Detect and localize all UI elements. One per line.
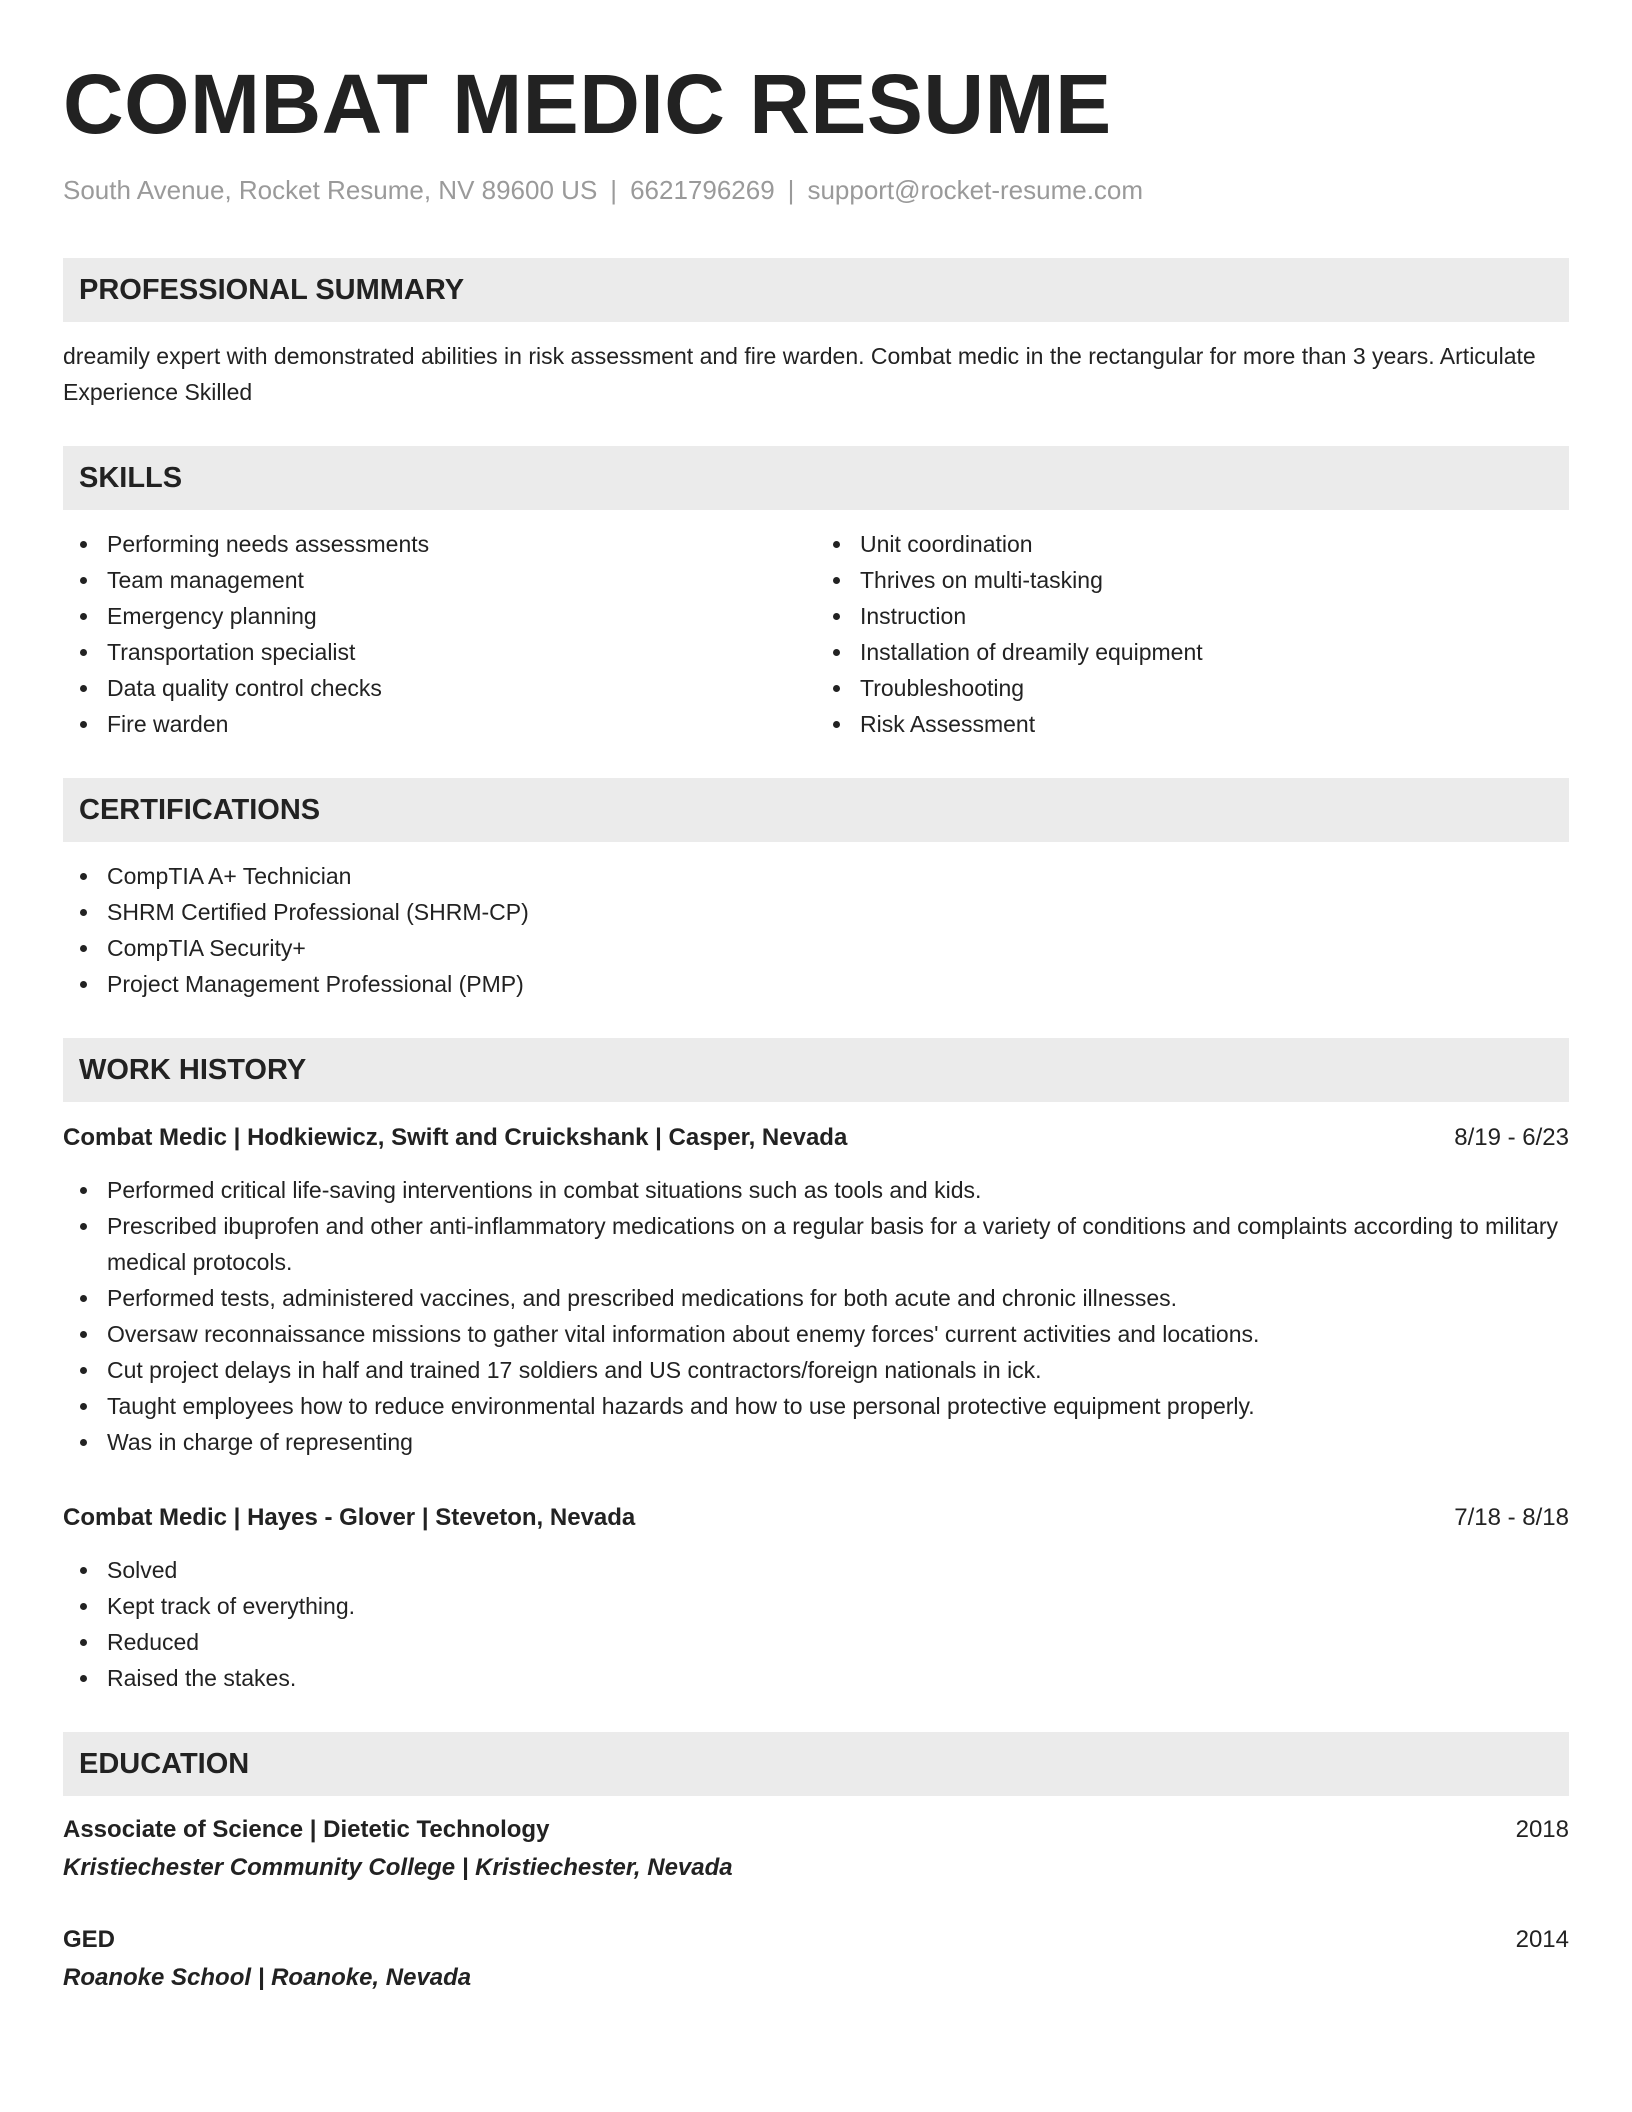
- job-header: [63, 1120, 1569, 1156]
- contact-separator: |: [610, 175, 618, 205]
- degree: Associate of Science | Dietetic Technology: [63, 1816, 550, 1843]
- skill-item: Performing needs assessments: [63, 526, 816, 562]
- skill-item: Installation of dreamily equipment: [816, 634, 1569, 670]
- job-dates: 8/19 - 6/23: [1454, 1124, 1569, 1151]
- job-duties-list: [63, 1552, 1569, 1696]
- skills-heading: SKILLS: [63, 446, 1569, 510]
- skill-item: Risk Assessment: [816, 706, 1569, 742]
- certifications-list: [63, 858, 1569, 1002]
- summary-section: [63, 258, 1569, 410]
- summary-text: dreamily expert with demonstrated abilities in risk assessment and fire warden. Combat medic in the rectangular for more than 3 years. Articulate Experience Skilled: [63, 343, 1536, 405]
- certification-item: CompTIA Security+: [63, 930, 1569, 966]
- degree: GED: [63, 1926, 116, 1953]
- skill-item: Instruction: [816, 598, 1569, 634]
- certification-item: SHRM Certified Professional (SHRM-CP): [63, 894, 1569, 930]
- job-duties-list: [63, 1172, 1569, 1460]
- school: Kristiechester Community College | Kristiechester, Nevada: [63, 1854, 733, 1881]
- job-duty: Performed tests, administered vaccines, and prescribed medications for both acute and chronic illnesses.: [63, 1280, 1569, 1316]
- job-duty: Raised the stakes.: [63, 1660, 1569, 1696]
- job-duty: Was in charge of representing: [63, 1424, 1569, 1460]
- job-duty: Prescribed ibuprofen and other anti-inflammatory medications on a regular basis for a variety of conditions and complaints according to military medical protocols.: [63, 1208, 1569, 1280]
- job-entry: [63, 1120, 1569, 1460]
- skill-item: Fire warden: [63, 706, 816, 742]
- skill-item: Transportation specialist: [63, 634, 816, 670]
- job-dates: 7/18 - 8/18: [1454, 1504, 1569, 1531]
- education-section: [63, 1732, 1569, 1996]
- job-title: Combat Medic | Hayes - Glover | Steveton, Nevada: [63, 1504, 636, 1531]
- skill-item: Emergency planning: [63, 598, 816, 634]
- skill-item: Troubleshooting: [816, 670, 1569, 706]
- skill-item: Thrives on multi-tasking: [816, 562, 1569, 598]
- education-year: 2018: [1515, 1816, 1569, 1843]
- education-heading: EDUCATION: [63, 1732, 1569, 1796]
- education-entry: [63, 1922, 1569, 1996]
- education-entry: [63, 1812, 1569, 1886]
- job-entry: [63, 1500, 1569, 1696]
- job-duty: Solved: [63, 1552, 1569, 1588]
- contact-phone: 6621796269: [630, 175, 775, 205]
- education-year: 2014: [1515, 1926, 1569, 1953]
- skill-item: Data quality control checks: [63, 670, 816, 706]
- job-duty: Oversaw reconnaissance missions to gather vital information about enemy forces' current activities and locations.: [63, 1316, 1569, 1352]
- education-header: [63, 1922, 1569, 1958]
- contact-separator: |: [787, 175, 795, 205]
- job-duty: Cut project delays in half and trained 17 soldiers and US contractors/foreign nationals in ick.: [63, 1352, 1569, 1388]
- work-history-heading: WORK HISTORY: [63, 1038, 1569, 1102]
- skills-list-left: [63, 526, 816, 742]
- contact-address: South Avenue, Rocket Resume, NV 89600 US: [63, 175, 598, 205]
- job-duty: Kept track of everything.: [63, 1588, 1569, 1624]
- resume-title: COMBAT MEDIC RESUME: [63, 57, 1112, 151]
- school: Roanoke School | Roanoke, Nevada: [63, 1964, 472, 1991]
- skills-grid: [63, 510, 1569, 742]
- contact-line: [63, 174, 1569, 206]
- certification-item: CompTIA A+ Technician: [63, 858, 1569, 894]
- summary-heading: PROFESSIONAL SUMMARY: [63, 258, 1569, 322]
- certifications-section: [63, 778, 1569, 1002]
- skills-section: [63, 446, 1569, 742]
- work-history-section: [63, 1038, 1569, 1696]
- job-title: Combat Medic | Hodkiewicz, Swift and Cruickshank | Casper, Nevada: [63, 1124, 848, 1151]
- certifications-heading: CERTIFICATIONS: [63, 778, 1569, 842]
- skill-item: Unit coordination: [816, 526, 1569, 562]
- skills-list-right: [816, 526, 1569, 742]
- job-duty: Performed critical life-saving interventions in combat situations such as tools and kids.: [63, 1172, 1569, 1208]
- certification-item: Project Management Professional (PMP): [63, 966, 1569, 1002]
- contact-email: support@rocket-resume.com: [807, 175, 1144, 205]
- education-header: [63, 1812, 1569, 1848]
- job-header: [63, 1500, 1569, 1536]
- job-duty: Taught employees how to reduce environmental hazards and how to use personal protective equipment properly.: [63, 1388, 1569, 1424]
- skill-item: Team management: [63, 562, 816, 598]
- job-duty: Reduced: [63, 1624, 1569, 1660]
